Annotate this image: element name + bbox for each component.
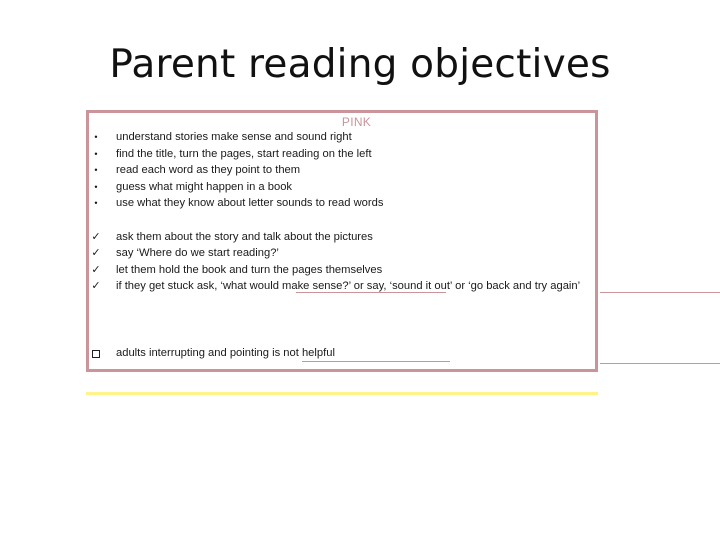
underline-connector [302,361,450,362]
dot-bullet-icon: • [94,149,98,159]
pink-objectives-panel [86,110,598,372]
dot-bullet-icon: • [94,132,98,142]
list-item-text: use what they know about letter sounds to read words [116,197,384,209]
slide-title: Parent reading objectives [109,42,611,87]
list-item-text: read each word as they point to them [116,164,301,176]
yellow-highlight-bar [86,392,598,395]
list-item-text: let them hold the book and turn the pages themselves [116,264,383,276]
panel-heading: PINK [341,115,372,129]
list-item-text: find the title, turn the pages, start reading on the left [116,148,372,160]
list-item-text: say ‘Where do we start reading?’ [116,247,279,259]
list-item-text: if they get stuck ask, ‘what would make sense?’ or say, ‘sound it out’ or ‘go back and try again’ [116,280,581,292]
dot-bullet-icon: • [94,182,98,192]
side-connector-line [600,363,720,364]
dot-bullet-icon: • [94,198,98,208]
side-connector-line [600,292,720,293]
list-item-text: ask them about the story and talk about the pictures [116,231,373,243]
dot-bullet-icon: • [94,165,98,175]
list-item-text: guess what might happen in a book [116,181,293,193]
list-item-text: adults interrupting and pointing is not helpful [116,347,335,359]
checkmark-icon: ✓ [91,231,101,243]
checkmark-icon: ✓ [91,264,101,276]
list-item-text: understand stories make sense and sound right [116,131,352,143]
underline-connector [296,292,446,293]
square-bullet-icon [89,345,103,364]
checkmark-icon: ✓ [91,247,101,259]
checkmark-icon: ✓ [91,280,101,292]
